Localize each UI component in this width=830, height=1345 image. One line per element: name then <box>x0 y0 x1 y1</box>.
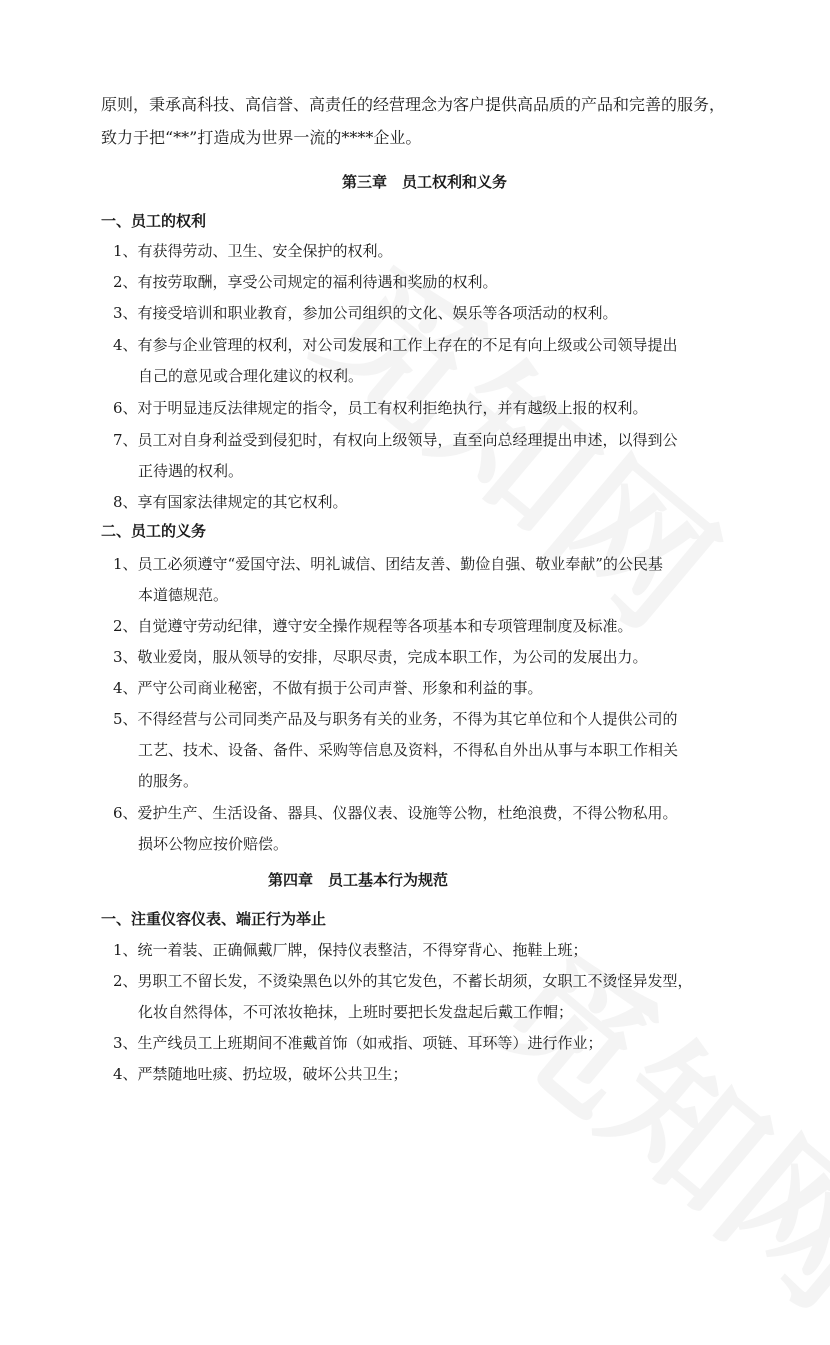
conduct-item-2: 2、男职工不留长发，不烫染黑色以外的其它发色，不蓄长胡须，女职工不烫怪异发型， <box>113 972 693 990</box>
chapter-4-title: 第四章 员工基本行为规范 <box>268 871 449 889</box>
duties-item-1: 1、员工必须遵守“爱国守法、明礼诚信、团结友善、勤俭自强、敬业奉献”的公民基 <box>113 555 663 573</box>
rights-item-7: 7、员工对自身利益受到侵犯时，有权向上级领导，直至向总经理提出申述，以得到公 <box>113 431 678 449</box>
section-1-heading: 一、注重仪容仪表、端正行为举止 <box>101 910 327 928</box>
duties-item-3: 3、敬业爱岗，服从领导的安排，尽职尽责，完成本职工作，为公司的发展出力。 <box>113 648 648 666</box>
chapter-3-title: 第三章 员工权利和义务 <box>342 173 508 191</box>
rights-item-7-cont: 正待遇的权利。 <box>138 462 244 480</box>
duties-item-4: 4、严守公司商业秘密，不做有损于公司声誉、形象和利益的事。 <box>113 679 543 697</box>
conduct-item-2-cont: 化妆自然得体，不可浓妆艳抹，上班时要把长发盘起后戴工作帽； <box>138 1003 574 1021</box>
conduct-item-3: 3、生产线员工上班期间不准戴首饰（如戒指、项链、耳环等）进行作业； <box>113 1034 603 1052</box>
duties-item-2: 2、自觉遵守劳动纪律，遵守安全操作规程等各项基本和专项管理制度及标准。 <box>113 617 633 635</box>
duties-item-5-cont: 工艺、技术、设备、备件、采购等信息及资料，不得私自外出从事与本职工作相关 <box>138 741 679 759</box>
rights-item-1: 1、有获得劳动、卫生、安全保护的权利。 <box>113 242 393 260</box>
rights-item-3: 3、有接受培训和职业教育，参加公司组织的文化、娱乐等各项活动的权利。 <box>113 304 618 322</box>
conduct-item-1: 1、统一着装、正确佩戴厂牌，保持仪表整洁，不得穿背心、拖鞋上班； <box>113 941 588 959</box>
rights-item-4: 4、有参与企业管理的权利，对公司发展和工作上存在的不足有向上级或公司领导提出 <box>113 336 678 354</box>
rights-heading: 一、员工的权利 <box>101 212 207 230</box>
duties-heading: 二、员工的义务 <box>101 522 207 540</box>
intro-line-1: 原则，秉承高科技、高信誉、高责任的经营理念为客户提供高品质的产品和完善的服务， <box>101 95 726 114</box>
intro-line-2: 致力于把“**”打造成为世界一流的****企业。 <box>101 128 422 147</box>
conduct-item-4: 4、严禁随地吐痰、扔垃圾，破坏公共卫生； <box>113 1065 408 1083</box>
rights-item-6: 6、对于明显违反法律规定的指令，员工有权利拒绝执行，并有越级上报的权利。 <box>113 399 648 417</box>
duties-item-5: 5、不得经营与公司同类产品及与职务有关的业务，不得为其它单位和个人提供公司的 <box>113 710 678 728</box>
duties-item-5-cont-2: 的服务。 <box>138 772 199 790</box>
duties-item-6-cont: 损坏公物应按价赔偿。 <box>138 835 289 853</box>
duties-item-1-cont: 本道德规范。 <box>138 586 229 604</box>
rights-item-8: 8、享有国家法律规定的其它权利。 <box>113 493 348 511</box>
rights-item-4-cont: 自己的意见或合理化建议的权利。 <box>138 367 364 385</box>
duties-item-6: 6、爱护生产、生活设备、器具、仪器仪表、设施等公物，杜绝浪费，不得公物私用。 <box>113 804 678 822</box>
rights-item-2: 2、有按劳取酬，享受公司规定的福利待遇和奖励的权利。 <box>113 273 498 291</box>
